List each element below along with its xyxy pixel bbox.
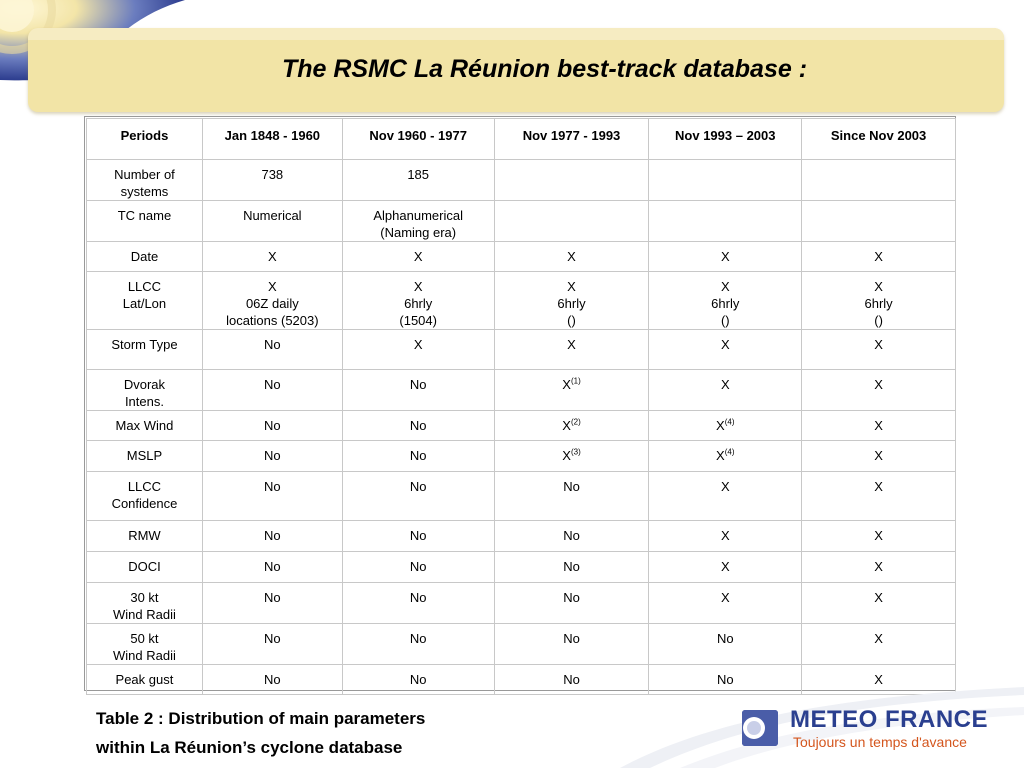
table-cell: Alphanumerical (Naming era): [342, 201, 494, 242]
table-header-row: [87, 119, 956, 160]
table-row: [87, 472, 956, 521]
table-cell: [802, 201, 956, 242]
table-cell: X: [802, 624, 956, 665]
table-cell: No: [342, 521, 494, 552]
table-cell: No: [202, 521, 342, 552]
table-cell: X: [202, 242, 342, 272]
table-cell: X: [802, 411, 956, 441]
footnote-marker: (1): [570, 376, 581, 386]
table-cell: 185: [342, 160, 494, 201]
table-cell: No: [494, 552, 649, 583]
table-cell: X: [802, 665, 956, 695]
table-row: [87, 272, 956, 330]
table-cell: X: [494, 242, 649, 272]
table-row: [87, 370, 956, 411]
table-row: [87, 624, 956, 665]
table-cell: X 6hrly (): [649, 272, 802, 330]
table-cell: $X^{(2)}$: [494, 411, 649, 441]
footnote-marker: (3): [570, 447, 581, 457]
table-cell: X: [802, 472, 956, 521]
table-row: [87, 552, 956, 583]
table-cell: $X^{(3)}$: [494, 441, 649, 472]
logo-name: METEO FRANCE: [790, 706, 988, 733]
table-cell: No: [342, 472, 494, 521]
table-cell: X: [649, 370, 802, 411]
table-cell: No: [649, 665, 802, 695]
row-label: MSLP: [87, 441, 203, 472]
row-label: TC name: [87, 201, 203, 242]
header-period-1: Jan 1848 - 1960: [202, 119, 342, 160]
table-cell: X: [649, 583, 802, 624]
table-cell: X: [802, 441, 956, 472]
table-cell: X 06Z daily locations (5203): [202, 272, 342, 330]
table-cell: Numerical: [202, 201, 342, 242]
row-label: Number of systems: [87, 160, 203, 201]
table-row: [87, 160, 956, 201]
header-periods: Periods: [87, 119, 203, 160]
table-cell: $X^{(1)}$: [494, 370, 649, 411]
table-caption: [96, 704, 425, 762]
table-cell: X: [649, 552, 802, 583]
row-label: LLCC Lat/Lon: [87, 272, 203, 330]
table-row: [87, 242, 956, 272]
table-cell: X: [649, 330, 802, 370]
table-cell: X: [802, 583, 956, 624]
table-cell: 738: [202, 160, 342, 201]
table-cell: [649, 160, 802, 201]
table-cell: No: [342, 583, 494, 624]
caption-line-1: Table 2 : Distribution of main parameters: [96, 709, 426, 728]
table-cell: No: [202, 583, 342, 624]
table-row: [87, 201, 956, 242]
slide-title: The RSMC La Réunion best-track database :: [281, 55, 808, 83]
header-period-4: Nov 1993 – 2003: [649, 119, 802, 160]
table-cell: [802, 160, 956, 201]
table-cell: No: [494, 624, 649, 665]
table-row: [87, 521, 956, 552]
logo-tagline: Toujours un temps d'avance: [793, 734, 967, 750]
parameters-table: [86, 118, 956, 695]
row-label: Storm Type: [87, 330, 203, 370]
table-cell: No: [202, 552, 342, 583]
table-cell: X 6hrly (): [802, 272, 956, 330]
row-label: RMW: [87, 521, 203, 552]
table-cell: X 6hrly (1504): [342, 272, 494, 330]
table-cell: [649, 201, 802, 242]
footnote-marker: (4): [724, 417, 735, 427]
row-label: LLCC Confidence: [87, 472, 203, 521]
table-cell: X: [802, 242, 956, 272]
row-label: Date: [87, 242, 203, 272]
table-cell: $X^{(4)}$: [649, 411, 802, 441]
table-cell: No: [202, 330, 342, 370]
table-cell: No: [494, 665, 649, 695]
table-cell: No: [649, 624, 802, 665]
row-label: 30 kt Wind Radii: [87, 583, 203, 624]
table-cell: X: [802, 521, 956, 552]
table-cell: No: [494, 521, 649, 552]
table-cell: No: [494, 472, 649, 521]
table-row: [87, 411, 956, 441]
table-cell: No: [202, 624, 342, 665]
table-cell: $X^{(4)}$: [649, 441, 802, 472]
table-cell: No: [202, 370, 342, 411]
table-cell: No: [202, 441, 342, 472]
table-cell: X: [494, 330, 649, 370]
row-label: Max Wind: [87, 411, 203, 441]
meteo-france-logo: [742, 706, 1012, 756]
footnote-marker: (2): [570, 417, 581, 427]
table-cell: No: [202, 472, 342, 521]
table-cell: [494, 160, 649, 201]
table-cell: X: [649, 472, 802, 521]
table-row: [87, 330, 956, 370]
table-cell: No: [342, 552, 494, 583]
table-cell: X: [342, 330, 494, 370]
table-cell: No: [342, 441, 494, 472]
table-cell: X: [342, 242, 494, 272]
row-label: Peak gust: [87, 665, 203, 695]
row-label: 50 kt Wind Radii: [87, 624, 203, 665]
header-period-2: Nov 1960 - 1977: [342, 119, 494, 160]
header-period-5: Since Nov 2003: [802, 119, 956, 160]
table-cell: X: [649, 242, 802, 272]
footnote-marker: (4): [724, 447, 735, 457]
table-cell: No: [202, 665, 342, 695]
caption-line-2: within La Réunion’s cyclone database: [96, 738, 403, 757]
table-cell: [494, 201, 649, 242]
table-cell: X: [802, 370, 956, 411]
row-label: DOCI: [87, 552, 203, 583]
row-label: Dvorak Intens.: [87, 370, 203, 411]
table-row: [87, 583, 956, 624]
table-cell: No: [342, 624, 494, 665]
table-cell: X: [802, 330, 956, 370]
table-cell: No: [342, 665, 494, 695]
table-cell: X: [649, 521, 802, 552]
table-cell: No: [342, 411, 494, 441]
table-row: [87, 441, 956, 472]
table-cell: No: [494, 583, 649, 624]
table-cell: X: [802, 552, 956, 583]
table-cell: No: [202, 411, 342, 441]
logo-mark-icon: [742, 710, 778, 746]
header-period-3: Nov 1977 - 1993: [494, 119, 649, 160]
table-cell: X 6hrly (): [494, 272, 649, 330]
table-cell: No: [342, 370, 494, 411]
